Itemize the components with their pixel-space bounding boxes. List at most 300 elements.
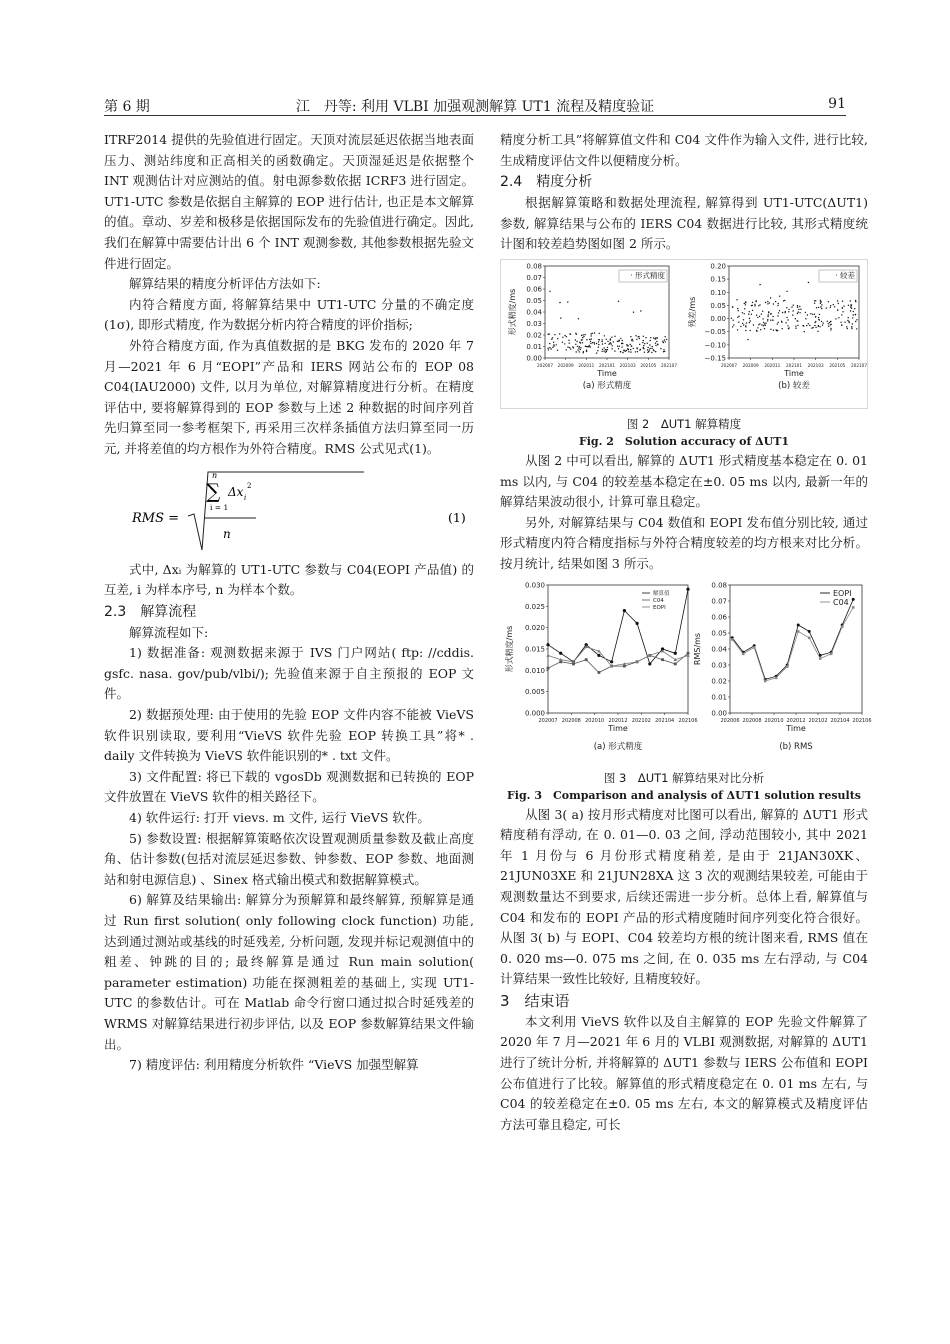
data-point: [842, 311, 843, 312]
data-point: [583, 352, 584, 353]
data-point: [656, 341, 657, 342]
data-point: [830, 307, 831, 308]
data-point: [607, 347, 608, 348]
data-point: [610, 660, 613, 663]
data-point: [848, 321, 849, 322]
data-point: [843, 305, 844, 306]
data-point: [763, 325, 764, 326]
y-tick-label: 0.02: [711, 677, 727, 686]
data-point: [765, 325, 766, 326]
data-point: [852, 317, 853, 318]
data-point: [597, 350, 598, 351]
data-point: [590, 341, 591, 342]
data-point: [838, 317, 839, 318]
data-point: [856, 328, 857, 329]
data-point: [770, 329, 771, 330]
x-tick-label: 202102: [631, 717, 651, 724]
data-point: [818, 317, 819, 318]
data-point: [611, 348, 612, 349]
subfigure-label: (a) 形式精度: [582, 380, 632, 391]
data-point: [586, 346, 587, 347]
y-axis-label: RMS/ms: [693, 632, 702, 665]
data-point: [737, 317, 738, 318]
data-point: [583, 336, 584, 337]
data-point: [579, 346, 580, 347]
data-point: [599, 333, 600, 334]
data-point: [637, 351, 638, 352]
y-tick-label: −0.15: [704, 354, 726, 363]
data-point: [655, 351, 656, 352]
data-point: [553, 344, 554, 345]
data-point: [572, 346, 573, 347]
data-point: [737, 329, 738, 330]
data-point: [547, 347, 548, 348]
data-point: [637, 336, 638, 337]
data-point: [842, 307, 843, 308]
data-point: [562, 337, 563, 338]
data-point: [645, 337, 646, 338]
data-point: [552, 347, 553, 348]
figure-3-caption-cn: 图 3 ΔUT1 解算结果对比分析: [603, 770, 765, 785]
data-point: [569, 347, 570, 348]
y-tick-label: 0.02: [526, 331, 542, 340]
data-point: [644, 343, 645, 344]
data-point: [765, 302, 766, 303]
data-point: [786, 317, 787, 318]
data-point: [575, 344, 576, 345]
data-point: [742, 312, 743, 313]
data-point: [764, 328, 765, 329]
data-point: [776, 329, 777, 330]
data-point: [835, 318, 836, 319]
data-point: [614, 336, 615, 337]
data-point: [655, 345, 656, 346]
y-tick-label: 0.20: [710, 262, 726, 271]
data-point: [628, 345, 629, 346]
data-point: [758, 305, 759, 306]
data-point: [591, 333, 592, 334]
data-point: [745, 302, 746, 303]
data-point: [786, 291, 787, 292]
data-point: [784, 312, 785, 313]
x-tick-label: 202101: [599, 362, 615, 368]
data-point: [777, 323, 778, 324]
data-point: [745, 326, 746, 327]
data-point: [830, 652, 833, 655]
y-tick-label: −0.05: [704, 328, 726, 337]
data-point: [602, 343, 603, 344]
data-point: [628, 349, 629, 350]
data-point: [630, 336, 631, 337]
section-heading: 2.3 解算流程: [104, 603, 197, 620]
data-point: [853, 311, 854, 312]
y-tick-label: 0.05: [710, 301, 726, 310]
y-axis-label: 形式精度/ms: [505, 625, 514, 672]
y-tick-label: 0.15: [710, 275, 726, 284]
legend-label: C04: [653, 597, 664, 604]
data-point: [744, 303, 745, 304]
data-point: [586, 349, 587, 350]
data-point: [828, 323, 829, 324]
data-point: [650, 348, 651, 349]
data-point: [580, 342, 581, 343]
step-item: 7) 精度评估: 利用精度分析软件 “VieVS 加强型解算: [129, 1057, 419, 1073]
y-tick-label: 0.10: [710, 288, 726, 297]
subfigure-label: (b) 较差: [778, 380, 810, 391]
data-point: [737, 308, 738, 309]
y-tick-label: 0.00: [711, 709, 727, 718]
data-point: [847, 320, 848, 321]
data-point: [743, 319, 744, 320]
step-item: 3) 文件配置: 将已下载的 vgosDb 观测数据和已转换的 EOP 文件放置在 VieVS 软件的相关路径下。: [104, 768, 474, 805]
data-point: [557, 350, 558, 351]
data-point: [567, 301, 568, 302]
data-point: [747, 339, 748, 340]
x-tick-label: 202012: [608, 717, 628, 724]
figure-2-caption-en: Fig. 2 Solution accuracy of ΔUT1: [578, 434, 790, 448]
data-point: [818, 325, 819, 326]
data-point: [556, 344, 557, 345]
data-point: [784, 300, 785, 301]
data-point: [767, 316, 768, 317]
svg-text:Δx: Δx: [228, 484, 244, 499]
data-point: [661, 658, 664, 661]
data-point: [805, 318, 806, 319]
data-point: [855, 301, 856, 302]
data-point: [848, 305, 849, 306]
data-point: [786, 307, 787, 308]
data-point: [551, 338, 552, 339]
data-point: [548, 349, 549, 350]
data-point: [830, 329, 831, 330]
paragraph: ITRF2014 提供的先验值进行固定。天顶对流层延迟依据当地表面压力、测站纬度和正高相关的函数确定。天顶湿延迟是依据整个 INT 观测估计对应测站的值。射电源参数依据 ICRF3 进行固定。UT1-UTC 参数是依据自主解算的 EOP 进行估计, 也正是本文解算的值。章动、岁差和极移是依据国际发布的先验值进行确定。因此, 我们在解算中需要估计出 6 个 INT 观测参数, 其他参数根据先验文件进行固定。: [104, 132, 474, 271]
data-point: [820, 306, 821, 307]
data-point: [779, 295, 780, 296]
data-point: [841, 314, 842, 315]
data-point: [626, 344, 627, 345]
x-tick-label: 202008: [561, 717, 581, 724]
data-point: [830, 305, 831, 306]
data-point: [778, 312, 779, 313]
data-point: [753, 646, 756, 649]
data-point: [674, 662, 677, 665]
data-point: [665, 341, 666, 342]
data-point: [797, 325, 798, 326]
x-tick-label: 202103: [619, 362, 636, 368]
x-axis-label: Time: [784, 368, 804, 378]
section-heading: 3 结束语: [500, 991, 570, 1010]
data-point: [833, 304, 834, 305]
data-point: [793, 304, 794, 305]
data-point: [761, 324, 762, 325]
data-point: [773, 329, 774, 330]
data-point: [647, 352, 648, 353]
data-point: [834, 306, 835, 307]
series-line-EOPI: [732, 599, 853, 679]
data-point: [797, 305, 798, 306]
data-point: [850, 300, 851, 301]
data-point: [639, 349, 640, 350]
data-point: [797, 623, 800, 626]
data-point: [733, 319, 734, 320]
data-point: [649, 344, 650, 345]
data-point: [597, 653, 600, 656]
data-point: [665, 336, 666, 337]
data-point: [566, 336, 567, 337]
data-point: [762, 318, 763, 319]
data-point: [582, 342, 583, 343]
paragraph: 从图 2 中可以看出, 解算的 ΔUT1 形式精度基本稳定在 0. 01 ms 以内, 与 C04 的较差基本稳定在±0. 05 ms 以内, 最新一年的解算结果波动很小, 计算可靠且稳定。: [500, 452, 868, 510]
data-point: [605, 343, 606, 344]
data-point: [586, 339, 587, 340]
data-point: [777, 315, 778, 316]
data-point: [581, 339, 582, 340]
data-point: [546, 643, 549, 646]
data-point: [837, 300, 838, 301]
paragraph: 从图 3( a) 按月形式精度对比图可以看出, 解算的 ΔUT1 形式精度稍有浮动, 在 0. 01—0. 03 之间, 浮动范围较小, 其中 2021 年 1 月份与 6 月份形式精度稍差, 是由于 21JAN30XK、21JUN03XE 和 21JUN28XA 这 3 次的观测结果较差, 可能由于观测数量达不到要求, 后续还需进一步分析。总体上看, 解算值与 C04 和发布的 EOPI 产品的形式精度随时间序列变化符合很好。从图 3( b) 与 EOPI、C04 较差均方根的统计图来看, RMS 值在 0. 020 ms—0. 075 ms 之间, 在 0. 035 ms 左右浮动, 与 C04 计算结果一致性比较好, 且精度较好。: [500, 806, 868, 987]
y-tick-label: 0.03: [526, 319, 542, 328]
step-item: 5) 参数设置: 根据解算策略依次设置观测质量参数及截止高度角、估计参数(包括对流层延迟参数、钟参数、EOP 参数、地面测站和射电源信息) 、Sinex 格式输出模式和数据解算模式。: [104, 830, 474, 887]
svg-text:i: i: [244, 493, 247, 502]
x-tick-label: 202011: [578, 362, 595, 368]
running-header: [104, 96, 846, 116]
data-point: [761, 313, 762, 314]
data-point: [786, 665, 789, 668]
running-title: 江 丹等: 利用 VLBI 加强观测解算 UT1 流程及精度验证: [295, 99, 655, 115]
data-point: [830, 321, 831, 322]
svg-text:∑: ∑: [206, 478, 221, 503]
data-point: [819, 326, 820, 327]
data-point: [821, 321, 822, 322]
data-point: [815, 321, 816, 322]
data-point: [838, 303, 839, 304]
paragraph: 式中, Δxᵢ 为解算的 UT1-UTC 参数与 C04(EOPI 产品值) 的互差, i 为样本序号, n 为样本个数。: [104, 561, 474, 598]
data-point: [655, 337, 656, 338]
data-point: [812, 327, 813, 328]
data-point: [805, 312, 806, 313]
data-point: [818, 319, 819, 320]
y-tick-label: 0.00: [526, 354, 542, 363]
data-point: [639, 338, 640, 339]
data-point: [663, 349, 664, 350]
data-point: [823, 322, 824, 323]
data-point: [738, 315, 739, 316]
data-point: [547, 666, 550, 669]
y-tick-label: 0.025: [524, 602, 545, 611]
data-point: [607, 341, 608, 342]
data-point: [819, 314, 820, 315]
data-point: [611, 336, 612, 337]
y-tick-label: 0.015: [524, 645, 545, 654]
data-point: [750, 330, 751, 331]
data-point: [808, 282, 809, 283]
data-point: [663, 342, 664, 343]
paragraph: 外符合精度方面, 作为真值数据的是 BKG 发布的 2020 年 7 月—2021 年 6 月“EOPI”产品和 IERS 网站公布的 EOP 08 C04(IAU2000) 文件, 以月为单位, 对解算精度进行分析。在精度评估中, 要将解算得到的 EOP 参数与上述 2 种数据的时间序列首先归算至同一参考框架下, 再采用三次样条插值方法归算至同一历元, 并将差值的均方根作为外符合精度。RMS 公式见式(1)。: [104, 337, 474, 456]
data-point: [618, 348, 619, 349]
data-point: [767, 320, 768, 321]
data-point: [611, 343, 612, 344]
data-point: [855, 300, 856, 301]
data-point: [740, 326, 741, 327]
figure-2-caption-cn: 图 2 ΔUT1 解算精度: [626, 416, 742, 431]
data-point: [758, 324, 759, 325]
data-point: [623, 609, 626, 612]
data-point: [792, 310, 793, 311]
y-tick-label: 0.05: [526, 296, 542, 305]
data-point: [827, 321, 828, 322]
x-tick-label: 202006: [720, 717, 740, 724]
left-column: [104, 130, 474, 1076]
data-point: [635, 335, 636, 336]
data-point: [640, 310, 641, 311]
data-point: [626, 350, 627, 351]
data-point: [851, 328, 852, 329]
y-tick-label: 0.05: [711, 629, 727, 638]
y-tick-label: 0.030: [524, 581, 545, 590]
data-point: [806, 325, 807, 326]
data-point: [841, 324, 842, 325]
svg-text:n: n: [212, 470, 218, 480]
data-point: [647, 349, 648, 350]
y-tick-label: 0.01: [711, 693, 727, 702]
data-point: [598, 344, 599, 345]
paragraph: 本文利用 VieVS 软件以及自主解算的 EOP 先验文件解算了 2020 年 7 月—2021 年 6 月的 VLBI 观测数据, 对解算的 ΔUT1 进行了统计分析, 并将解算的 ΔUT1 参数与 IERS 公布值和 EOPI 公布值进行了比较。解算值的形式精度稳定在 0. 01 ms 左右, 与 C04 的较差稳定在±0. 05 ms 左右, 本文的解算模式及精度评估方法可靠且稳定, 可长: [500, 1013, 868, 1132]
data-point: [589, 339, 590, 340]
data-point: [759, 316, 760, 317]
y-tick-label: 0.08: [526, 262, 542, 271]
data-point: [759, 284, 760, 285]
data-point: [550, 348, 551, 349]
data-point: [759, 323, 760, 324]
data-point: [767, 301, 768, 302]
paragraph: 精度分析工具”将解算值文件和 C04 文件作为输入文件, 进行比较, 生成精度评估文件以便精度分析。: [500, 132, 868, 168]
data-point: [564, 335, 565, 336]
legend-label: 解算值: [653, 590, 670, 597]
data-point: [607, 349, 608, 350]
data-point: [575, 333, 576, 334]
data-point: [848, 317, 849, 318]
data-point: [742, 323, 743, 324]
formula-lhs: RMS =: [132, 510, 180, 526]
data-point: [620, 351, 621, 352]
data-point: [847, 328, 848, 329]
data-point: [566, 349, 567, 350]
x-tick-label: 202106: [678, 717, 698, 724]
data-point: [749, 318, 750, 319]
data-point: [770, 319, 771, 320]
data-point: [752, 310, 753, 311]
data-point: [795, 318, 796, 319]
data-point: [591, 338, 592, 339]
data-point: [775, 301, 776, 302]
data-point: [621, 343, 622, 344]
data-point: [590, 343, 591, 344]
data-point: [852, 597, 855, 600]
data-point: [622, 352, 623, 353]
data-point: [797, 306, 798, 307]
data-point: [686, 587, 689, 590]
data-point: [552, 337, 553, 338]
data-point: [815, 316, 816, 317]
data-point: [808, 323, 809, 324]
data-point: [622, 340, 623, 341]
data-point: [765, 322, 766, 323]
data-point: [820, 300, 821, 301]
x-tick-label: 202102: [808, 717, 828, 724]
data-point: [632, 340, 633, 341]
data-point: [775, 676, 778, 679]
data-point: [818, 307, 819, 308]
data-point: [752, 302, 753, 303]
x-tick-label: 202107: [661, 362, 677, 368]
data-point: [567, 346, 568, 347]
data-point: [814, 314, 815, 315]
data-point: [623, 349, 624, 350]
data-point: [856, 319, 857, 320]
data-point: [647, 343, 648, 344]
data-point: [751, 305, 752, 306]
data-point: [575, 339, 576, 340]
x-tick-label: 202009: [557, 362, 574, 368]
data-point: [842, 300, 843, 301]
data-point: [820, 303, 821, 304]
data-point: [772, 316, 773, 317]
data-point: [821, 304, 822, 305]
data-point: [828, 301, 829, 302]
y-tick-label: 0.04: [526, 308, 542, 317]
data-point: [598, 346, 599, 347]
data-point: [753, 324, 754, 325]
data-point: [763, 322, 764, 323]
data-point: [791, 306, 792, 307]
data-point: [592, 342, 593, 343]
data-point: [598, 671, 601, 674]
data-point: [580, 349, 581, 350]
data-point: [577, 349, 578, 350]
data-point: [614, 350, 615, 351]
data-point: [559, 651, 562, 654]
data-point: [754, 304, 755, 305]
data-point: [553, 342, 554, 343]
data-point: [756, 300, 757, 301]
data-point: [851, 326, 852, 327]
step-item: 1) 数据准备: 观测数据来源于 IVS 门户网站( ftp: //cddis. gsfc. nasa. gov/pub/vlbi/); 先验值来源于自主预报的 EOP 文件。: [104, 645, 474, 702]
data-point: [787, 325, 788, 326]
data-point: [798, 309, 799, 310]
x-tick-label: 202009: [742, 362, 759, 368]
data-point: [788, 309, 789, 310]
data-point: [609, 343, 610, 344]
data-point: [630, 349, 631, 350]
data-point: [652, 346, 653, 347]
plot-frame: [548, 585, 688, 713]
data-point: [757, 317, 758, 318]
data-point: [610, 339, 611, 340]
data-point: [770, 313, 771, 314]
x-axis-label: Time: [786, 723, 806, 733]
data-point: [778, 303, 779, 304]
data-point: [760, 329, 761, 330]
y-tick-label: 0.01: [526, 342, 542, 351]
data-point: [581, 335, 582, 336]
data-point: [606, 339, 607, 340]
series-line-解算值: [548, 589, 688, 664]
data-point: [744, 308, 745, 309]
data-point: [546, 653, 549, 656]
data-point: [808, 636, 811, 639]
step-item: 2) 数据预处理: 由于使用的先验 EOP 文件内容不能被 VieVS 软件识别读取, 要利用“VieVS 软件先验 EOP 转换工具”将* . daily 文件转换为 VieVS 软件能识别的* . txt 文件。: [104, 707, 474, 764]
data-point: [785, 311, 786, 312]
